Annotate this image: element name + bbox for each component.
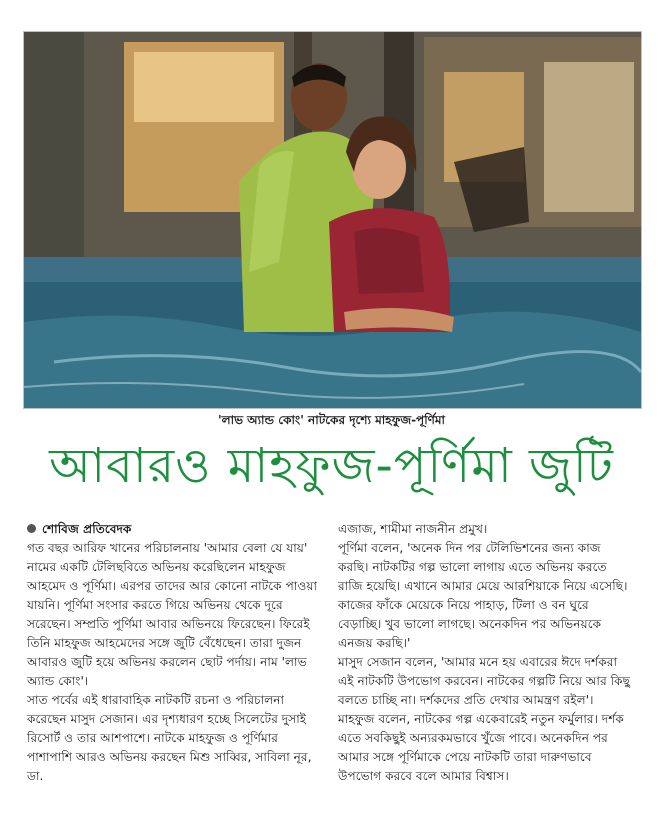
- article-photo: [23, 31, 642, 409]
- article-paragraph: সাত পর্বের এই ধারাবাহিক নাটকটি রচনা ও পরিচালনা করেছেন মাসুদ সেজান। এর দৃশ্যধারণ হচ্ছে সিলেটের দুসাই রিসোর্ট ও তার আশপাশে। নাটকে মাহফুজ ও পূর্ণিমার পাশাপাশি আরও অভিনয় করছেন মিশু সাব্বির, সাবিলা নূর, ডা.: [27, 693, 312, 783]
- article-column-right: [338, 520, 631, 786]
- article-paragraph: পূর্ণিমা বলেন, 'অনেক দিন পর টেলিভিশনের জন্য কাজ করছি। নাটকটির গল্প ভালো লাগায় এতে অভিনয় করতে রাজি হয়েছি। এখানে আমার মেয়ে আরশিয়াকে নিয়ে এসেছি। কাজের ফাঁকে মেয়েকে নিয়ে পাহাড়, টিলা ও বন ঘুরে বেড়াচ্ছি। খুব ভালো লাগছে। অনেকদিন পর অভিনয়কে এনজয় করছি।': [338, 541, 628, 650]
- article-column-left: [27, 520, 320, 786]
- bullet-icon: [27, 524, 36, 533]
- byline-text: শোবিজ প্রতিবেদক: [42, 522, 132, 536]
- byline: [27, 520, 320, 539]
- article-paragraph: এজাজ, শামীমা নাজনীন প্রমুখ।: [338, 522, 488, 536]
- photo-illustration: [24, 32, 641, 408]
- article-paragraph: মাসুদ সেজান বলেন, 'আমার মনে হয় এবারের ঈদে দর্শকরা এই নাটকটি উপভোগ করবেন। নাটকের গল্পটি নিয়ে আর কিছু বলতে চাচ্ছি না। দর্শকদের প্রতি দেখার আমন্ত্রণ রইল'। মাহফুজ বলেন, নাটকের গল্প একেবারেই নতুন ফর্মুলার। দর্শক এতে সবকিছুই অন্যরকমভাবে খুঁজে পাবে। অনেকদিন পর আমার সঙ্গে পূর্ণিমাকে পেয়ে নাটকটি তারা দারুণভাবে উপভোগ করবে বলে আমার বিশ্বাস।: [338, 655, 631, 783]
- photo-caption: 'লাভ অ্যান্ড কোং' নাটকের দৃশ্যে মাহফুজ-পূর্ণিমা: [217, 413, 446, 427]
- article-paragraph: গত বছর আরিফ খানের পরিচালনায় 'আমার বেলা যে যায়' নামের একটি টেলিছবিতে অভিনয় করেছিলেন মাহফুজ আহমেদ ও পূর্ণিমা। এরপর তাদের আর কোনো নাটকে পাওয়া যায়নি। পূর্ণিমা সংসার করতে গিয়ে অভিনয় থেকে দূরে সরেছেন। সম্প্রতি পূর্ণিমা আবার অভিনয়ে ফিরেছেন। ফিরেই তিনি মাহফুজ আহমেদের সঙ্গে জুটি বেঁধেছেন। তারা দুজন আবারও জুটি হয়ে অভিনয় করলেন ছোট পর্দায়। নাম 'লাভ অ্যান্ড কোং'।: [27, 541, 318, 688]
- article-headline: আবারও মাহফুজ-পূর্ণিমা জুটি: [49, 438, 614, 494]
